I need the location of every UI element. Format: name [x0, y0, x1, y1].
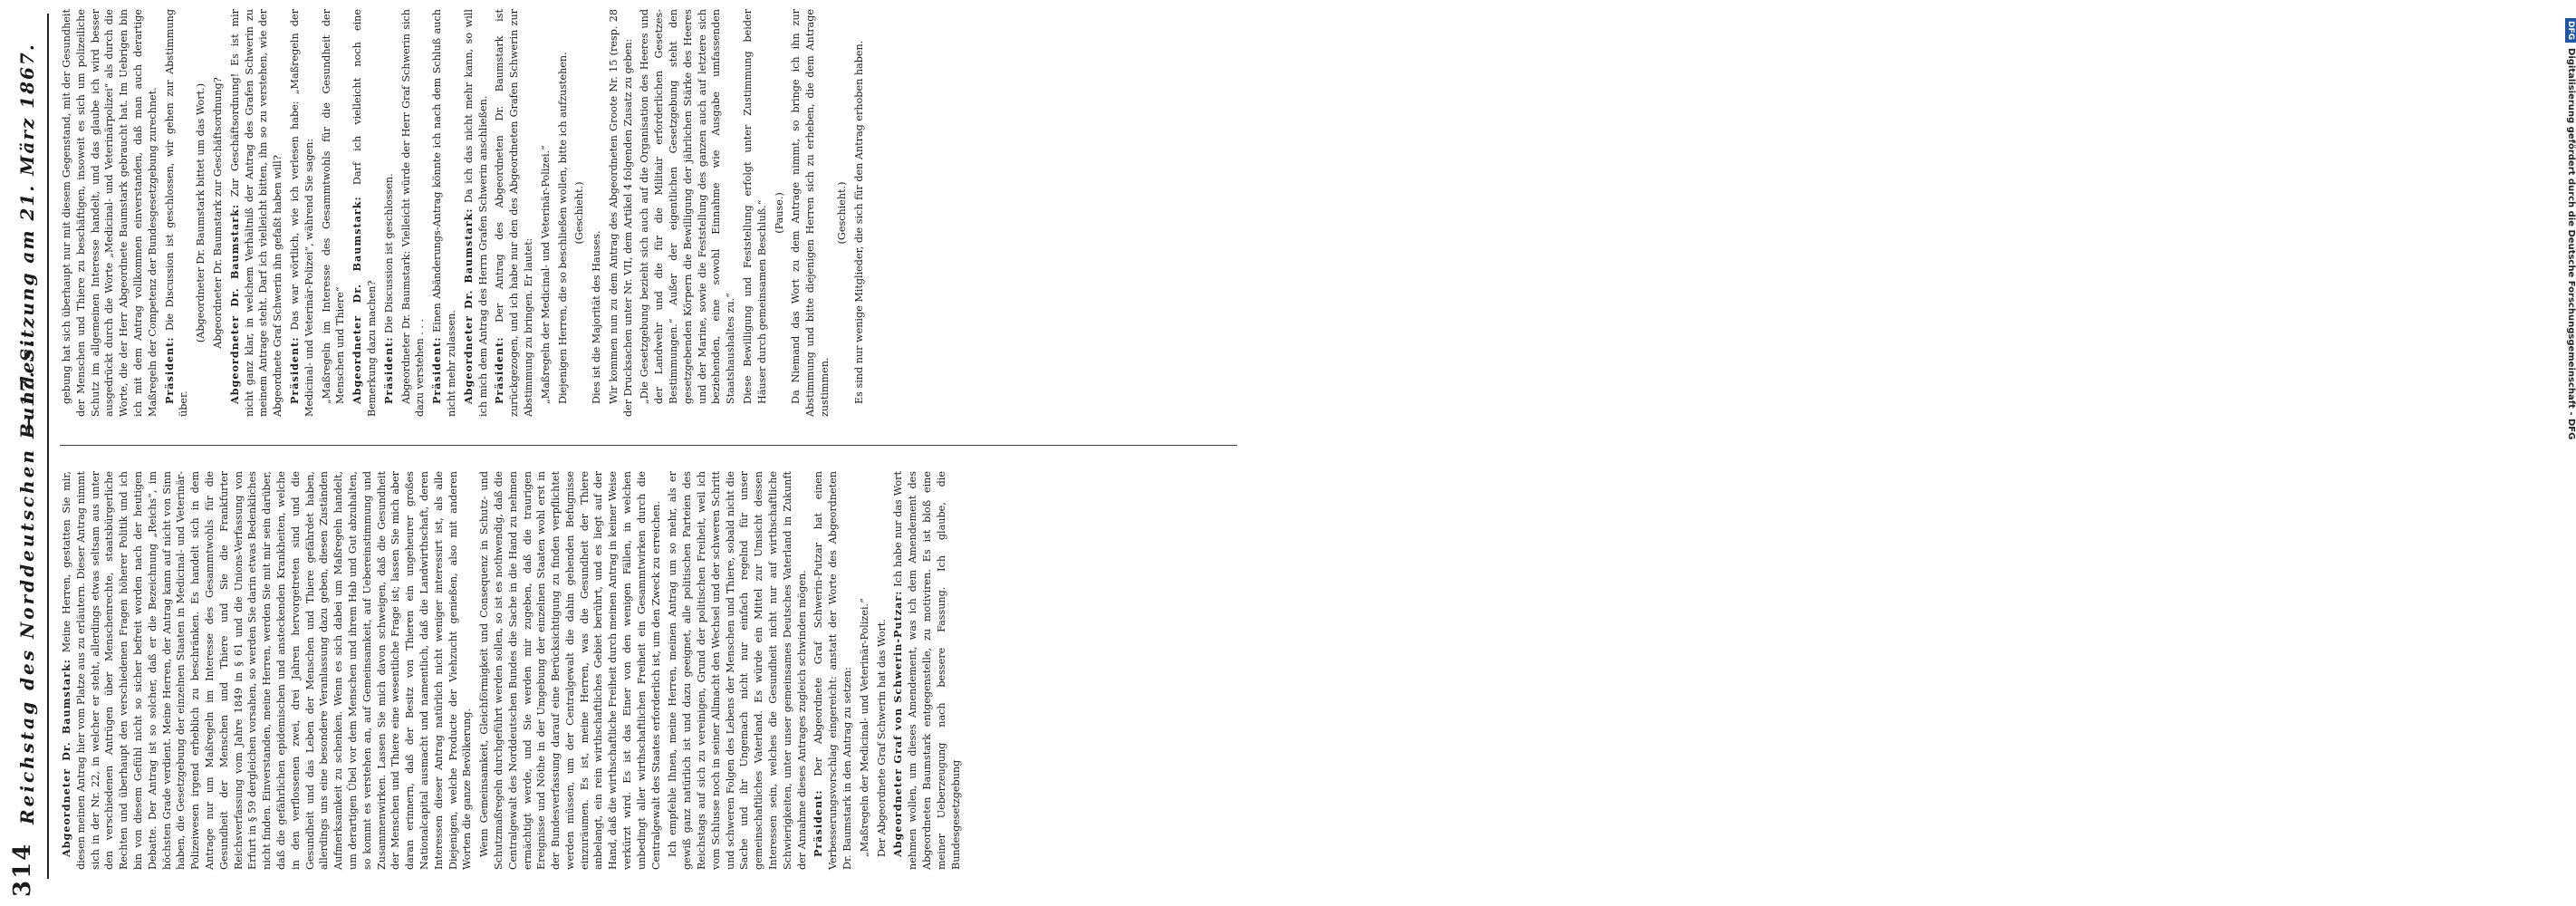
paragraph-text: Dies ist die Majorität des Hauses. [591, 230, 603, 404]
paragraph [211, 9, 226, 417]
speaker-name: Präsident: [162, 336, 176, 404]
paragraph [607, 9, 636, 417]
paragraph-text: Abgeordneter Dr. Baumstark zur Geschäftsordnung? [211, 77, 224, 349]
paragraph [789, 9, 831, 417]
paragraph [228, 9, 285, 417]
paragraph-text: Diese Bewilligung und Feststellung erfolgt unter Zustimmung beider Häuser durch gemeinsamen Beschluß.“ [742, 9, 768, 404]
paragraph [60, 9, 160, 417]
paragraph [351, 9, 380, 417]
right-column [60, 9, 1264, 417]
paragraph [858, 471, 872, 870]
left-column [60, 471, 1264, 870]
paragraph [320, 9, 349, 417]
paragraph [288, 9, 317, 417]
speaker-name: Abgeordneter Dr. Baumstark: [60, 659, 72, 857]
paragraph [666, 471, 809, 870]
paragraph-text: Der Antrag des Abgeordneten Dr. Baumstark ist zurückgezogen, und ich habe nur den des Abgeordneten Grafen Schwerin zur Abstimmung zu bringen. Er lautet: [494, 9, 534, 417]
paragraph-text: (Pause.) [773, 192, 785, 234]
paragraph-text: Abgeordneter Dr. Baumstark: Vielleicht würde der Herr Graf Schwerin sich dazu verstehen . . . [399, 9, 427, 417]
page-header [0, 0, 54, 906]
paragraph [852, 9, 867, 417]
paragraph-text: Einen Abänderungs-Antrag könnte ich nach dem Schluß auch nicht mehr zulassen. [431, 9, 457, 417]
paragraph-text: Wir kommen nun zu dem Antrag des Abgeordneten Groote Nr. 15 (resp. 28 der Drucksachen unter Nr. VII, dem Artikel 4 folgenden Zusatz zu geben: [607, 9, 634, 417]
paragraph [638, 9, 738, 417]
paragraph-text: Wenn Gemeinsamkeit, Gleichförmigkeit und Consequenz in Schutz- und Schutzmaßregeln durchgeführt werden sollen, so ist es nothwendig, daß die Centralgewalt des Norddeutschen Bundes die Sache in die Hand zu nehmen ermächtigt werde, und Sie werden mir zugeben, daß die traurigen Ereignisse und Nöthe in der Umgebung der einzelnen Staaten wohl erst in der Bundesverfassung darauf eine Berücksichtigung zu finden verpflichtet werden müssen, um der Centralgewalt die dahin gehenden Befugnisse einzuräumen. Es ist, meine Herren, was die Gesundheit der Thiere anbelangt, ein rein wirthschaftliches Gebiet berührt, und es liegt auf der Hand, daß die wirthschaftliche Freiheit durch meinen Antrag in keiner Weise verkürzt wird. Es ist das Einer von den wenigen Fällen, in welchen unbedingt aller wirthschaftlichen Freiheit ein Gesammtwirken durch die Centralgewalt des Staates erforderlich ist, um den Zweck zu erreichen. [478, 471, 662, 870]
paragraph-text: Es sind nur wenige Mitglieder, die sich für den Antrag erhoben haben. [852, 40, 865, 404]
notice-text: Digitalisierung gefördert durch die Deutsche Forschungsgemeinschaft - DFG [2566, 48, 2576, 440]
paragraph [60, 471, 475, 870]
speaker-name: Abgeordneter Dr. Baumstark: [461, 207, 475, 404]
margin-strip [1279, 0, 2576, 906]
paragraph-text: (Geschieht.) [835, 181, 848, 245]
paragraph [477, 471, 663, 870]
running-head-right: — 17. Sitzung am 21. März 1867. [16, 43, 38, 435]
paragraph-text: (Geschieht.) [573, 181, 586, 245]
paragraph [556, 9, 571, 417]
paragraph [163, 9, 192, 417]
paragraph-text: „Maßregeln der Medicinal- und Veterinär-Polizei.“ [539, 145, 552, 404]
paragraph [382, 9, 397, 417]
speaker-name: Präsident: [381, 336, 395, 404]
paragraph [194, 9, 208, 417]
paragraph [835, 9, 850, 417]
paragraph-text: Da Niemand das Wort zu dem Antrage nimmt, so bringe ich ihn zur Abstimmung und bitte diejenigen Herren sich zu erheben, die dem Antrage zustimmen. [790, 9, 831, 417]
paragraph-text: gebung hat sich überhaupt nur mit diesem Gegenstand, mit der Gesundheit der Menschen und Thiere zu beschäftigen, insoweit es sich um polizeiliche Schutz im allgemeinen Interesse handelt, und das glaube ich wird besser ausgedrückt durch die Worte „Medicinal- und Veterinärpolizei“ als durch die Worte, die der Herr Abgeordnete Baumstark gebraucht hat. Im Uebrigen bin ich mit dem Antrag vollkommen einverstanden, daß man auch derartige Maßregeln der Competenz der Bundesgesetzgebung zurechnet. [61, 9, 159, 417]
paragraph [891, 471, 963, 870]
paragraph [773, 9, 787, 417]
paragraph-text: (Abgeordneter Dr. Baumstark bittet um das Wort.) [195, 82, 207, 343]
paragraph [812, 471, 854, 870]
paragraph-text: Die Discussion ist geschlossen. [382, 173, 395, 333]
paragraph-text: Das war wörtlich, wie ich verlesen habe: „Maßregeln der Medicinal- und Veterinär-Polizei“, während Sie sagen: [288, 9, 315, 417]
paragraph [539, 9, 553, 417]
speaker-name: Präsident: [493, 336, 506, 404]
speaker-name: Abgeordneter Dr. Baumstark: [227, 204, 241, 404]
running-head-left: Reichstag des Norddeutschen Bundes. [16, 337, 38, 824]
paragraph-text: „Maßregeln im Interesse des Gesammtwohls für die Gesundheit der Menschen und Thiere“ [320, 9, 347, 404]
speaker-name: Präsident: [812, 789, 825, 857]
paragraph-text: Ich empfehle Ihnen, meine Herren, meinen Antrag um so mehr, als er gewiß ganz natürlich ist und dazu geeignet, alle politischen Parteien des Reichstags auf sich zu vereinigen, Grund der politischen Freiheit, weil ich vom Schlusse noch in seiner Allmacht den Wechsel und der schweren Schritt und schweren Folgen des Lebens der Menschen und Thiere, sobald nicht die Sache und ihr Ungemach nicht nur einfach regelnd für unser gemeinschaftliches Vaterland. Es würde ein Mittel zur Umsicht dessen Interessen sein, welches die Gesundheit nicht nur auf wirthschaftliche Schwierigkeiten, unter unser gemeinsames Deutsches Vaterland in Zukunft der Annahme dieses Antrages zugleich schwinden mögen. [667, 471, 808, 870]
column-divider [60, 445, 1237, 446]
paragraph-text: Ich habe nur das Wort nehmen wollen, um dieses Amendement, was ich dem Amendement des Abgeordneten Baumstark entgegenstelle, zu motiviren. Es ist bloß eine meiner Ueberzeugung nach bessere Fassung. Ich glaube, die Bundesgesetzgebung [892, 471, 962, 870]
paragraph-text: Der Abgeordnete Graf Schwerin-Putzar hat einen Verbesserungsvorschlag eingereicht: anstatt der Worte des Abgeordneten Dr. Baumstark in den Antrag zu setzen: [812, 471, 854, 870]
paragraph-text: Meine Herren, gestatten Sie mir, diesen meinen Antrag hier vom Platze aus zu erläutern. Dieser Antrag nimmt sich in der Nr. 22, in welcher er steht, allerdings etwas seltsam aus unter den verschiedenen Antrügen über Menschenrechte, staatsbürgerliche Rechten und überhaupt den verschiedenen Fragen höherer Politik und ich bin von diesem Gefühl nicht so sicher befreit worden nach der heutigen Debatte. Der Antrag ist so solcher, daß er die Bezeichnung „Reichs“, im höchsten Grade verdient. Meine Herren, der Antrag kann auf nicht von Sinn haben, die Gesetzgebung der einzelnen Staaten in Medicinal- und Veterinär-Polizeiwesen irgend erheblich zu beschränken. Es handelt sich in dem Antrage nur um Maßregeln im Interesse des Gesammtwohls für die Gesundheit der Menschen und Thiere und Sie die Frankfurter Reichsverfassung vom Jahre 1849 in § 61 und die Unions-Verfassung von Erfurt in § 59 dergleichen vorsahen, so werden Sie darin etwas Bedenkliches nicht finden. Einverstanden, meine Herren, werden Sie mit mir sein darüber, daß die gefährlichen epidemischen und ansteckenden Krankheiten, welche in den verflossenen zwei, drei Jahren hervorgetreten sind und die Gesundheit und das Leben der Menschen und Thiere gefährdet haben, allerdings uns eine besondere Veranlassung dazu geben, diesen Zuständen Aufmerksamkeit zu schenken. Wenn es sich dabei um Maßregeln handelt, um derartigen Übel vor dem Menschen und ihrem Hab und Gut abzuhalten, so kommt es verstehen an, auf Gemeinsamkeit, auf Uebereinstimmung und Zusammenwirken. Lassen Sie mich davon schweigen, daß die Gesundheit der Menschen und Thiere eine wesentliche Frage ist; lassen Sie mich aber daran erinnern, daß der Besitz von Thieren ein ungeheurer großes Nationalcapital ausmacht und namentlich, daß die Landwirthschaft, deren Interessen dieser Antrag natürlich nicht weniger interessirt ist, als alle Diejenigen, welche Producte der Viehzucht genießen, also mit anderen Worten die ganze Bevölkerung. [61, 471, 474, 870]
paragraph-text: Der Abgeordnete Graf Schwerin hat das Wort. [875, 619, 888, 857]
paragraph-text: „Die Gesetzgebung bezieht sich auch auf die Organisation des Heeres und der Landwehr und die für die Militair erforderlichen Gesetzes-Bestimmungen.“ Außer der eigentlichen Gesetzgebung steht den gesetzgebenden Körpern die Bewilligung der jährlichen Stärke des Heeres und der Marine, sowie die Feststellung des ganzen auch auf letztere sich beziehenden, eine sowohl Einnahme wie Ausgabe umfassenden Staatshaushaltes zu.“ [639, 9, 737, 404]
paragraph [741, 9, 770, 417]
paragraph-text: Die Discussion ist geschlossen, wir gehen zur Abstimmung über. [163, 9, 190, 417]
scanned-page [0, 0, 1279, 906]
paragraph-text: „Maßregeln der Medicinal- und Veterinär-Polizei.“ [858, 598, 870, 857]
digitization-notice [2565, 18, 2576, 888]
paragraph-text: Darf ich vielleicht noch eine Bemerkung dazu machen? [351, 9, 378, 417]
page-number: 314 [9, 842, 36, 897]
paragraph [430, 9, 459, 417]
paragraph [875, 471, 889, 870]
speaker-name: Abgeordneter Dr. Baumstark: [351, 196, 364, 404]
paragraph-text: Da ich das nicht mehr kann, so will ich mich dem Antrag des Herrn Grafen Schwerin anschließen. [462, 9, 489, 417]
paragraph [572, 9, 587, 417]
paragraph-text: Zur Geschäftsordnung! Es ist mir nicht ganz klar, in welchem Verhältniß der Antrag des Grafen Schwerin zu meinem Antrage steht. Darf ich vielleicht bitten, ihn so zu verstehen, wie der Abgeordnete Graf Schwerin ihn gefaßt haben will? [228, 9, 284, 417]
paragraph [399, 9, 428, 417]
paragraph [462, 9, 491, 417]
speaker-name: Präsident: [287, 336, 301, 404]
paragraph [590, 9, 604, 417]
header-rule [47, 14, 49, 879]
paragraph-text: Diejenigen Herren, die so beschließen wollen, bitte ich aufzustehen. [556, 52, 569, 404]
dfg-logo-icon: DFG [2565, 18, 2576, 43]
speaker-name: Abgeordneter Graf von Schwerin-Putzar: [891, 590, 905, 857]
speaker-name: Präsident: [430, 336, 444, 404]
paragraph [493, 9, 535, 417]
